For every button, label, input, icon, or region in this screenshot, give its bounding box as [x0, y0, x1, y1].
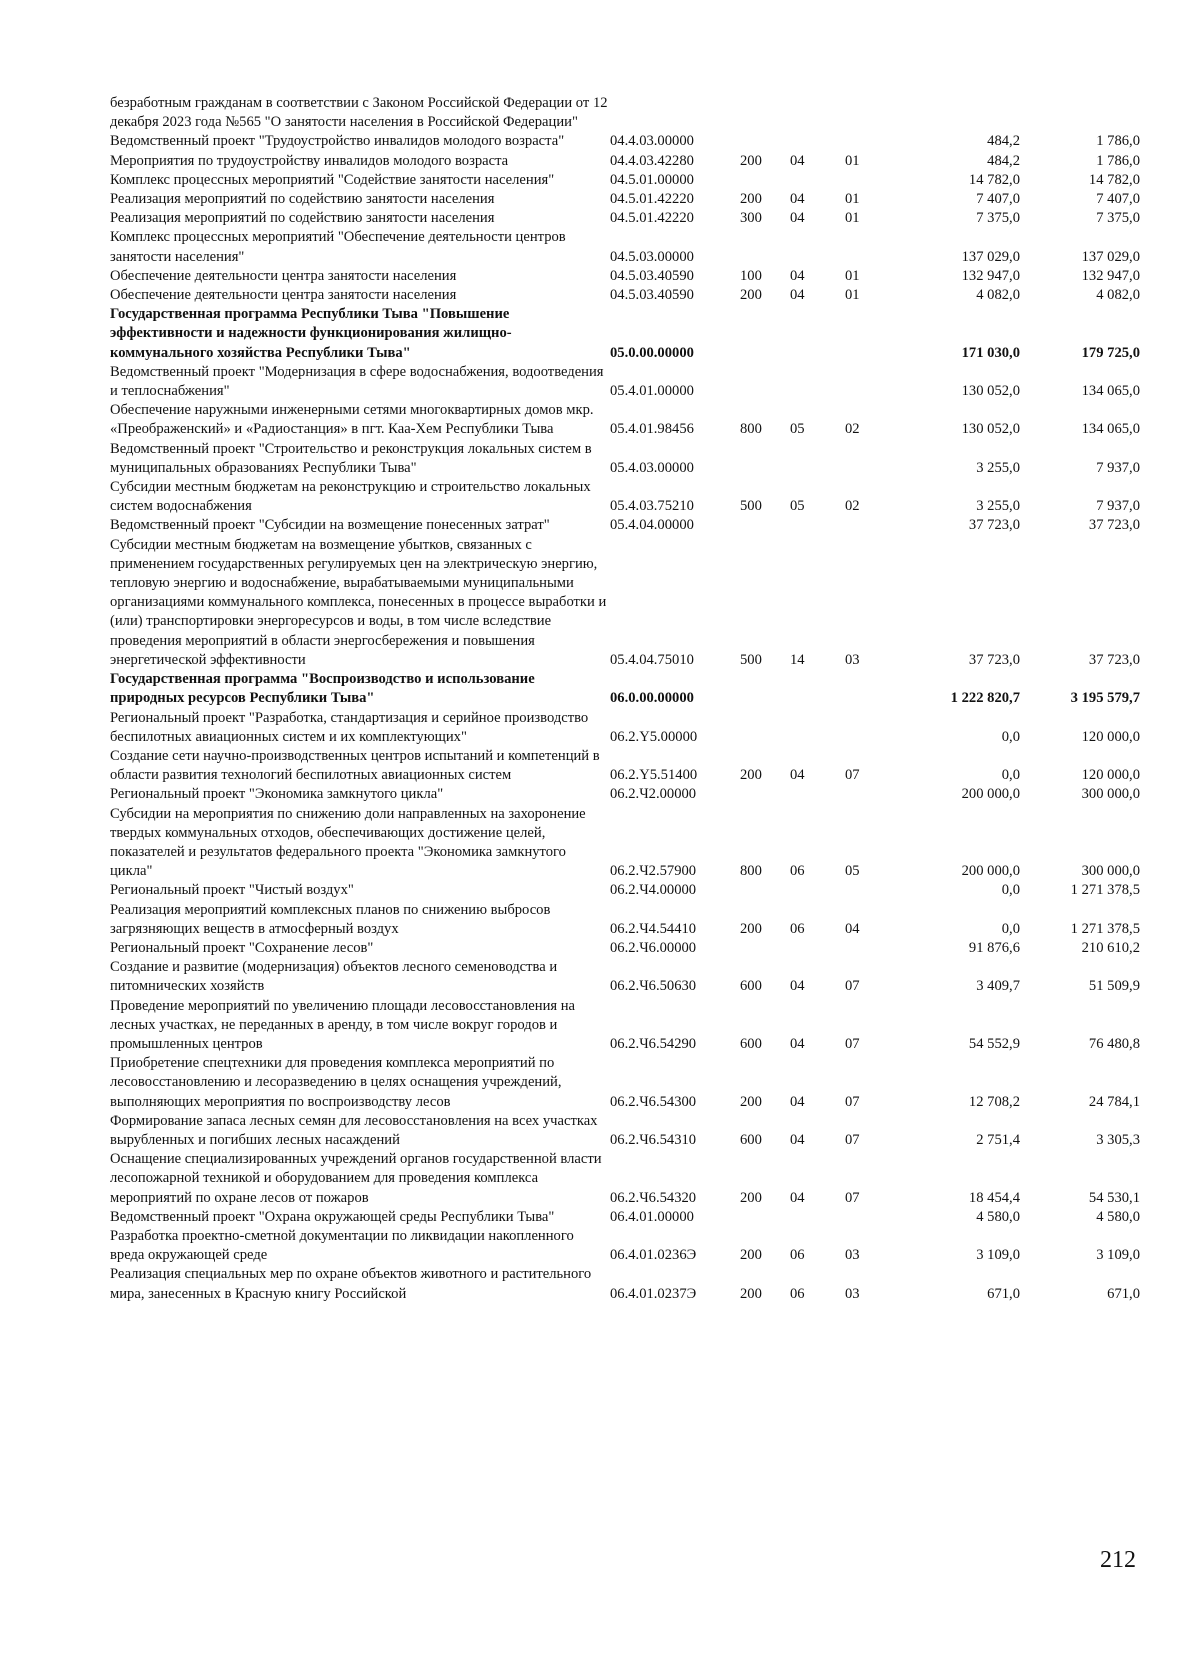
table-row — [110, 171, 1140, 190]
subsection-code — [845, 171, 915, 190]
table-row — [110, 958, 1140, 996]
expense-type — [740, 709, 790, 747]
target-code: 06.2.Y5.00000 — [610, 728, 698, 745]
section-code: 04 — [790, 1093, 805, 1110]
subsection-code: 01 — [845, 287, 860, 304]
amount-year-2: 120 000,0 — [1081, 767, 1140, 784]
item-name: Субсидии местным бюджетам на реконструкцию и строительство локальных систем водоснабжения — [110, 479, 591, 515]
table-row — [110, 1208, 1140, 1227]
section-code: 04 — [790, 210, 805, 227]
section-code: 04 — [790, 978, 805, 995]
table-row — [110, 228, 1140, 266]
target-code: 06.0.00.00000 — [610, 690, 694, 707]
section-code: 04 — [790, 1131, 805, 1148]
amount-year-2: 7 407,0 — [1096, 191, 1140, 208]
target-code: 05.4.04.75010 — [610, 651, 694, 668]
subsection-code: 02 — [845, 498, 860, 515]
table-row — [110, 785, 1140, 804]
target-code: 04.4.03.00000 — [610, 133, 694, 150]
expense-type: 500 — [740, 651, 762, 668]
amount-year-2: 134 065,0 — [1081, 383, 1140, 400]
subsection-code: 03 — [845, 651, 860, 668]
amount-year-2 — [1020, 94, 1140, 132]
table-row — [110, 709, 1140, 747]
amount-year-1: 4 580,0 — [976, 1208, 1020, 1225]
table-row — [110, 805, 1140, 882]
amount-year-2: 132 947,0 — [1081, 267, 1140, 284]
budget-table — [110, 94, 1140, 1304]
expense-type: 800 — [740, 863, 762, 880]
item-name: Реализация мероприятий по содействию занятости населения — [110, 191, 495, 208]
table-row — [110, 670, 1140, 708]
item-name: Обеспечение деятельности центра занятости населения — [110, 287, 457, 304]
target-code: 05.4.03.00000 — [610, 459, 694, 476]
expense-type: 800 — [740, 421, 762, 438]
amount-year-1: 0,0 — [1001, 767, 1020, 784]
amount-year-1: 132 947,0 — [961, 267, 1020, 284]
expense-type: 200 — [740, 1247, 762, 1264]
amount-year-1: 4 082,0 — [976, 287, 1020, 304]
amount-year-2: 76 480,8 — [1088, 1035, 1140, 1052]
expense-type — [740, 132, 790, 151]
section-code — [790, 516, 845, 535]
item-name: Ведомственный проект "Модернизация в сфере водоснабжения, водоотведения и теплоснабжения" — [110, 363, 604, 400]
subsection-code — [845, 94, 915, 132]
subsection-code: 02 — [845, 421, 860, 438]
amount-year-1: 3 409,7 — [976, 978, 1020, 995]
amount-year-2: 300 000,0 — [1081, 786, 1140, 803]
table-row — [110, 152, 1140, 171]
table-row — [110, 997, 1140, 1055]
expense-type — [740, 228, 790, 266]
expense-type — [740, 785, 790, 804]
target-code: 04.5.01.42220 — [610, 210, 694, 227]
amount-year-1: 2 751,4 — [976, 1131, 1020, 1148]
item-name: Ведомственный проект "Субсидии на возмещение понесенных затрат" — [110, 517, 550, 534]
item-name: Ведомственный проект "Охрана окружающей среды Республики Тыва" — [110, 1208, 555, 1225]
amount-year-2: 134 065,0 — [1081, 421, 1140, 438]
expense-type: 200 — [740, 920, 762, 937]
expense-type: 200 — [740, 152, 762, 169]
amount-year-1: 7 375,0 — [976, 210, 1020, 227]
section-code — [790, 94, 845, 132]
table-row — [110, 440, 1140, 478]
expense-type: 600 — [740, 1035, 762, 1052]
target-code: 06.2.Ч6.54310 — [610, 1131, 697, 1148]
target-code: 06.2.Ч6.00000 — [610, 939, 697, 956]
table-row — [110, 536, 1140, 670]
expense-type: 200 — [740, 287, 762, 304]
table-row — [110, 1054, 1140, 1112]
subsection-code — [845, 670, 915, 708]
subsection-code: 03 — [845, 1285, 860, 1302]
expense-type: 200 — [740, 1189, 762, 1206]
expense-type — [740, 670, 790, 708]
item-name: Формирование запаса лесных семян для лесовосстановления на всех участках вырубленных и погибших лесных насаждений — [110, 1112, 598, 1148]
subsection-code: 01 — [845, 267, 860, 284]
subsection-code — [845, 516, 915, 535]
amount-year-1: 37 723,0 — [968, 517, 1020, 534]
item-name: Государственная программа "Воспроизводство и использование природных ресурсов Республики Тыва" — [110, 671, 535, 707]
table-row — [110, 1150, 1140, 1208]
amount-year-1: 3 255,0 — [976, 459, 1020, 476]
amount-year-2: 137 029,0 — [1081, 248, 1140, 265]
table-row — [110, 132, 1140, 151]
amount-year-2: 1 271 378,5 — [1070, 920, 1140, 937]
target-code: 04.5.03.40590 — [610, 287, 694, 304]
subsection-code: 01 — [845, 191, 860, 208]
expense-type: 100 — [740, 267, 762, 284]
amount-year-1: 671,0 — [987, 1285, 1020, 1302]
section-code: 06 — [790, 920, 805, 937]
section-code: 06 — [790, 1247, 805, 1264]
item-name: Региональный проект "Чистый воздух" — [110, 882, 354, 899]
subsection-code: 05 — [845, 863, 860, 880]
expense-type: 300 — [740, 210, 762, 227]
expense-type: 200 — [740, 767, 762, 784]
expense-type: 200 — [740, 1093, 762, 1110]
amount-year-1: 0,0 — [1001, 728, 1020, 745]
target-code: 06.2.Ч2.00000 — [610, 786, 697, 803]
section-code: 05 — [790, 498, 805, 515]
subsection-code — [845, 939, 915, 958]
amount-year-1: 0,0 — [1001, 882, 1020, 899]
amount-year-2: 4 082,0 — [1096, 287, 1140, 304]
section-code: 04 — [790, 1189, 805, 1206]
table-row — [110, 881, 1140, 900]
amount-year-2: 210 610,2 — [1081, 939, 1140, 956]
amount-year-1: 3 109,0 — [976, 1247, 1020, 1264]
section-code: 04 — [790, 287, 805, 304]
table-row — [110, 1227, 1140, 1265]
amount-year-2: 1 786,0 — [1096, 152, 1140, 169]
amount-year-2: 1 271 378,5 — [1070, 882, 1140, 899]
target-code: 05.4.01.98456 — [610, 421, 694, 438]
expense-type: 600 — [740, 1131, 762, 1148]
subsection-code: 03 — [845, 1247, 860, 1264]
item-name: Субсидии местным бюджетам на возмещение убытков, связанных с применением государственных регулируемых цен на электрическую энергию, тепловую энергию и водоснабжение, вырабатываемыми муниципальными организациями коммунального комплекса, понесенных в процессе выработки и (или) транспортировки энергоресурсов и воды, в том числе вследствие проведения мероприятий в области энергосбережения и повышения энергетической эффективности — [110, 536, 607, 668]
amount-year-1: 0,0 — [1001, 920, 1020, 937]
table-row — [110, 305, 1140, 363]
amount-year-1: 1 222 820,7 — [950, 690, 1020, 707]
item-name: Субсидии на мероприятия по снижению доли направленных на захоронение твердых коммунальных отходов, обеспечивающих достижение целей, показателей и результатов федерального проекта "Экономика замкнутого цикла" — [110, 805, 586, 880]
subsection-code: 07 — [845, 767, 860, 784]
subsection-code — [845, 132, 915, 151]
item-name: безработным гражданам в соответствии с Законом Российской Федерации от 12 декабря 2023 года №565 "О занятости населения в Российской Федерации" — [110, 95, 608, 131]
item-name: Региональный проект "Сохранение лесов" — [110, 939, 374, 956]
amount-year-2: 3 305,3 — [1096, 1131, 1140, 1148]
amount-year-1: 7 407,0 — [976, 191, 1020, 208]
target-code: 06.2.Ч6.54300 — [610, 1093, 697, 1110]
amount-year-1: 18 454,4 — [968, 1189, 1020, 1206]
table-row — [110, 209, 1140, 228]
target-code: 06.2.Ч6.54320 — [610, 1189, 697, 1206]
section-code — [790, 709, 845, 747]
budget-document — [110, 94, 1140, 1304]
section-code — [790, 228, 845, 266]
table-row — [110, 190, 1140, 209]
target-code: 04.4.03.42280 — [610, 152, 694, 169]
section-code: 04 — [790, 191, 805, 208]
amount-year-2: 37 723,0 — [1088, 651, 1140, 668]
section-code: 06 — [790, 863, 805, 880]
target-code: 06.4.01.0237Э — [610, 1285, 697, 1302]
amount-year-1: 54 552,9 — [968, 1035, 1020, 1052]
section-code: 04 — [790, 152, 805, 169]
subsection-code — [845, 363, 915, 401]
item-name: Государственная программа Республики Тыва "Повышение эффективности и надежности функционирования жилищно-коммунального хозяйства Республики Тыва" — [110, 306, 512, 361]
subsection-code — [845, 709, 915, 747]
item-name: Региональный проект "Экономика замкнутого цикла" — [110, 786, 444, 803]
section-code — [790, 1208, 845, 1227]
target-code: 06.2.Ч6.50630 — [610, 978, 697, 995]
section-code — [790, 670, 845, 708]
subsection-code: 01 — [845, 210, 860, 227]
item-name: Комплекс процессных мероприятий "Содействие занятости населения" — [110, 171, 555, 188]
expense-type: 600 — [740, 978, 762, 995]
item-name: Региональный проект "Разработка, стандартизация и серийное производство беспилотных авиационных систем и их комплектующих" — [110, 709, 589, 745]
item-name: Реализация мероприятий комплексных планов по снижению выбросов загрязняющих веществ в атмосферный воздух — [110, 901, 551, 937]
subsection-code: 01 — [845, 152, 860, 169]
item-name: Ведомственный проект "Трудоустройство инвалидов молодого возраста" — [110, 133, 565, 150]
subsection-code — [845, 881, 915, 900]
amount-year-1: 484,2 — [987, 152, 1020, 169]
section-code: 04 — [790, 767, 805, 784]
amount-year-1: 137 029,0 — [961, 248, 1020, 265]
expense-type — [740, 939, 790, 958]
subsection-code — [845, 785, 915, 804]
amount-year-2: 14 782,0 — [1088, 171, 1140, 188]
subsection-code: 04 — [845, 920, 860, 937]
item-name: Разработка проектно-сметной документации по ликвидации накопленного вреда окружающей среде — [110, 1227, 574, 1264]
amount-year-1: 130 052,0 — [961, 383, 1020, 400]
section-code — [790, 305, 845, 363]
subsection-code: 07 — [845, 1035, 860, 1052]
section-code: 05 — [790, 421, 805, 438]
subsection-code — [845, 440, 915, 478]
amount-year-2: 3 109,0 — [1096, 1247, 1140, 1264]
amount-year-2: 4 580,0 — [1096, 1208, 1140, 1225]
item-name: Реализация специальных мер по охране объектов животного и растительного мира, занесенных в Красную книгу Российской — [110, 1266, 592, 1302]
expense-type — [740, 440, 790, 478]
item-name: Ведомственный проект "Строительство и реконструкция локальных систем в муниципальных образованиях Республики Тыва" — [110, 440, 592, 476]
target-code: 05.0.00.00000 — [610, 344, 694, 361]
page-number: 212 — [1100, 1547, 1136, 1573]
target-code: 06.2.Ч4.00000 — [610, 882, 697, 899]
amount-year-1: 171 030,0 — [961, 344, 1020, 361]
section-code — [790, 785, 845, 804]
section-code: 06 — [790, 1285, 805, 1302]
item-name: Оснащение специализированных учреждений органов государственной власти лесопожарной техникой и оборудованием для проведения комплекса мероприятий по охране лесов от пожаров — [110, 1151, 602, 1206]
amount-year-2: 7 375,0 — [1096, 210, 1140, 227]
target-code: 06.2.Ч4.54410 — [610, 920, 697, 937]
amount-year-2: 7 937,0 — [1096, 459, 1140, 476]
section-code — [790, 363, 845, 401]
subsection-code: 07 — [845, 978, 860, 995]
section-code: 04 — [790, 267, 805, 284]
target-code: 04.5.01.42220 — [610, 191, 694, 208]
expense-type: 500 — [740, 498, 762, 515]
amount-year-2: 54 530,1 — [1088, 1189, 1140, 1206]
expense-type: 200 — [740, 191, 762, 208]
amount-year-1: 130 052,0 — [961, 421, 1020, 438]
item-name: Реализация мероприятий по содействию занятости населения — [110, 210, 495, 227]
item-name: Создание сети научно-производственных центров испытаний и компетенций в области развития технологий беспилотных авиационных систем — [110, 747, 600, 784]
table-row — [110, 516, 1140, 535]
target-code: 05.4.04.00000 — [610, 517, 694, 534]
amount-year-2: 37 723,0 — [1088, 517, 1140, 534]
amount-year-2: 671,0 — [1107, 1285, 1140, 1302]
table-row — [110, 94, 1140, 132]
item-name: Создание и развитие (модернизация) объектов лесного семеноводства и питомнических хозяйств — [110, 959, 558, 995]
subsection-code — [845, 1208, 915, 1227]
target-code: 04.5.03.00000 — [610, 248, 694, 265]
target-code: 06.2.Y5.51400 — [610, 767, 698, 784]
expense-type — [740, 516, 790, 535]
expense-type — [740, 363, 790, 401]
expense-type — [740, 171, 790, 190]
subsection-code — [845, 305, 915, 363]
table-row — [110, 401, 1140, 439]
amount-year-1: 3 255,0 — [976, 498, 1020, 515]
subsection-code: 07 — [845, 1131, 860, 1148]
section-code: 14 — [790, 651, 805, 668]
table-row — [110, 267, 1140, 286]
target-code: 04.5.03.40590 — [610, 267, 694, 284]
subsection-code: 07 — [845, 1189, 860, 1206]
subsection-code — [845, 228, 915, 266]
target-code: 04.5.01.00000 — [610, 171, 694, 188]
amount-year-1: 14 782,0 — [968, 171, 1020, 188]
amount-year-2: 300 000,0 — [1081, 863, 1140, 880]
amount-year-1: 37 723,0 — [968, 651, 1020, 668]
amount-year-1: 484,2 — [987, 133, 1020, 150]
item-name: Комплекс процессных мероприятий "Обеспечение деятельности центров занятости населения" — [110, 229, 566, 265]
item-name: Мероприятия по трудоустройству инвалидов молодого возраста — [110, 152, 509, 169]
table-row — [110, 1112, 1140, 1150]
table-row — [110, 286, 1140, 305]
section-code — [790, 881, 845, 900]
amount-year-2: 3 195 579,7 — [1070, 690, 1140, 707]
section-code — [790, 440, 845, 478]
table-row — [110, 478, 1140, 516]
expense-type — [740, 305, 790, 363]
table-row — [110, 363, 1140, 401]
item-name: Приобретение спецтехники для проведения комплекса мероприятий по лесовосстановлению и лесоразведению в целях оснащения учреждений, выполняющих мероприятия по воспроизводству лесов — [110, 1055, 562, 1110]
expense-type — [740, 94, 790, 132]
table-row — [110, 939, 1140, 958]
table-row — [110, 1265, 1140, 1303]
section-code: 04 — [790, 1035, 805, 1052]
section-code — [790, 171, 845, 190]
target-code: 06.4.01.0236Э — [610, 1247, 697, 1264]
table-row — [110, 747, 1140, 785]
item-name: Обеспечение наружными инженерными сетями многоквартирных домов мкр. «Преображенский» и «Радиостанция» в пгт. Каа-Хем Республики Тыва — [110, 402, 594, 438]
item-name: Проведение мероприятий по увеличению площади лесовосстановления на лесных участках, не переданных в аренду, в том числе вокруг городов и промышленных центров — [110, 997, 576, 1052]
table-row — [110, 901, 1140, 939]
item-name: Обеспечение деятельности центра занятости населения — [110, 267, 457, 284]
amount-year-1: 200 000,0 — [961, 786, 1020, 803]
subsection-code: 07 — [845, 1093, 860, 1110]
amount-year-1 — [915, 94, 1020, 132]
amount-year-2: 1 786,0 — [1096, 133, 1140, 150]
target-code — [610, 94, 740, 132]
target-code: 06.2.Ч6.54290 — [610, 1035, 697, 1052]
target-code: 06.4.01.00000 — [610, 1208, 694, 1225]
amount-year-2: 24 784,1 — [1088, 1093, 1140, 1110]
amount-year-1: 12 708,2 — [968, 1093, 1020, 1110]
target-code: 06.2.Ч2.57900 — [610, 863, 697, 880]
amount-year-2: 51 509,9 — [1088, 978, 1140, 995]
target-code: 05.4.01.00000 — [610, 383, 694, 400]
section-code — [790, 132, 845, 151]
amount-year-1: 91 876,6 — [968, 939, 1020, 956]
amount-year-2: 179 725,0 — [1081, 344, 1140, 361]
amount-year-2: 7 937,0 — [1096, 498, 1140, 515]
amount-year-1: 200 000,0 — [961, 863, 1020, 880]
expense-type — [740, 1208, 790, 1227]
section-code — [790, 939, 845, 958]
expense-type — [740, 881, 790, 900]
target-code: 05.4.03.75210 — [610, 498, 694, 515]
amount-year-2: 120 000,0 — [1081, 728, 1140, 745]
expense-type: 200 — [740, 1285, 762, 1302]
